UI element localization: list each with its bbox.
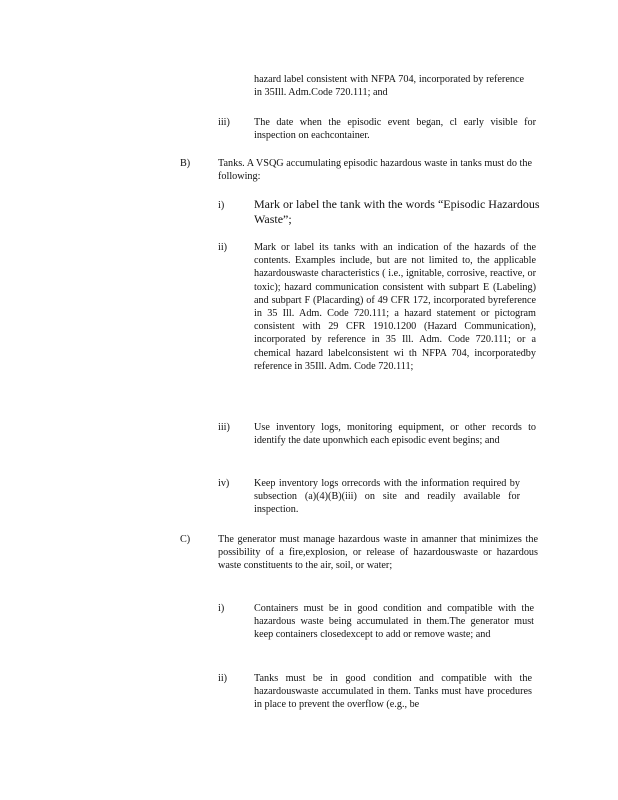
section-b-item-iii-text: Use inventory logs, monitoring equipment, or other records to identify the date uponwhich each episodic event begins; and: [254, 422, 536, 447]
item-iii-text: The date when the episodic event began, cl early visible for inspection on eachcontainer.: [254, 117, 536, 142]
section-b-item-ii-text: Mark or label its tanks with an indication of the hazards of the contents. Examples include, but are not limited to, the applicable hazardouswaste characteristics ( i.e., ignitable, corrosive, reactive, or toxic); hazard communication consistent with subpart E (Labeling) and subpart F (Placarding) of 49 CFR 172, incorporated byreference in 35 Ill. Adm. Code 720.111; a hazard statement or pictogram consistent with 29 CFR 1910.1200 (Hazard Communication), incorporated by reference in 35 Ill. Adm. Code 720.111; or a chemical hazard labelconsistent wi th NFPA 704, incorporatedby reference in 35Ill. Adm. Code 720.111;: [254, 242, 536, 372]
section-b-item-iv-text: Keep inventory logs orrecords with the information required by subsection (a)(4)(B)(iii) on site and readily available for inspection.: [254, 478, 520, 516]
section-b-text: Tanks. A VSQG accumulating episodic hazardous waste in tanks must do the following:: [218, 158, 532, 183]
section-c-marker: C): [180, 534, 191, 545]
section-c-item-i-marker: i): [218, 603, 225, 614]
section-b-item-ii-marker: ii): [218, 242, 228, 253]
item-iii-marker: iii): [218, 117, 230, 128]
section-c-item-ii-text: Tanks must be in good condition and compatible with the hazardouswaste accumulated in them. Tanks must have procedures in place to prevent the overflow (e.g., be: [254, 673, 532, 711]
section-b-item-i-marker: i): [218, 200, 225, 211]
section-b-item-iii-marker: iii): [218, 422, 230, 433]
section-b-item-iv-marker: iv): [218, 478, 230, 489]
section-c-text: The generator must manage hazardous waste in amanner that minimizes the possibility of a fire,explosion, or release of hazardouswaste or hazardous waste constituents to the air, soil, or water;: [218, 534, 538, 572]
section-c-item-i-text: Containers must be in good condition and compatible with the hazardous waste being accumulated in them.The generator must keep containers closedexcept to add or remove waste; and: [254, 603, 534, 641]
section-b-item-i-text: Mark or label the tank with the words “Episodic Hazardous Waste”;: [254, 197, 540, 226]
continuation-paragraph: hazard label consistent with NFPA 704, incorporated by reference in 35Ill. Adm.Code 720.111; and: [254, 74, 524, 99]
section-b-marker: B): [180, 158, 191, 169]
section-c-item-ii-marker: ii): [218, 673, 228, 684]
